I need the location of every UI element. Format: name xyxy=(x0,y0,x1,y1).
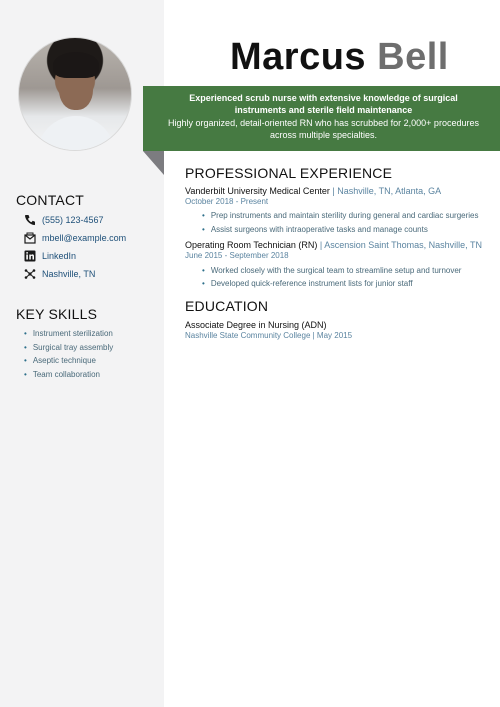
job-separator: | xyxy=(317,240,325,250)
candidate-name xyxy=(230,36,449,79)
skills-heading: KEY SKILLS xyxy=(16,306,98,322)
education-heading: EDUCATION xyxy=(185,298,269,314)
education-degree: Associate Degree in Nursing (ADN) xyxy=(185,320,327,330)
job-bullet: • Developed quick-reference instrument lists for junior staff xyxy=(202,279,413,288)
job-title: Operating Room Technician (RN) xyxy=(185,240,318,250)
banner-fold xyxy=(143,151,164,175)
job-employer: Vanderbilt University Medical Center xyxy=(185,186,330,196)
job-separator: | xyxy=(329,186,338,196)
email-text: mbell@example.com xyxy=(42,233,127,243)
contact-heading: CONTACT xyxy=(16,192,85,208)
contact-location xyxy=(24,268,95,280)
profile-photo xyxy=(18,37,132,151)
linkedin-text: LinkedIn xyxy=(42,251,77,261)
job-header xyxy=(185,186,441,196)
job-location: Ascension Saint Thomas, Nashville, TN xyxy=(324,240,482,250)
skill-item: • Instrument sterilization xyxy=(24,329,113,338)
location-text: Nashville, TN xyxy=(42,269,96,279)
phone-text: (555) 123-4567 xyxy=(42,215,104,225)
last-name: Bell xyxy=(377,36,449,78)
location-icon xyxy=(24,268,36,280)
contact-phone[interactable] xyxy=(24,214,104,226)
skill-item: • Aseptic technique xyxy=(24,356,96,365)
summary-banner xyxy=(143,86,500,151)
phone-icon xyxy=(24,214,36,226)
first-name: Marcus xyxy=(230,36,367,78)
job-dates: October 2018 - Present xyxy=(185,197,269,206)
contact-email[interactable] xyxy=(24,232,126,244)
education-school: Nashville State Community College | May 2015 xyxy=(185,331,353,340)
job-dates: June 2015 - September 2018 xyxy=(185,251,289,260)
summary-description: Highly organized, detail-oriented RN who has scrubbed for 2,000+ procedures across multiple specialties. xyxy=(168,118,479,140)
job-bullet: • Assist surgeons with intraoperative tasks and manage counts xyxy=(202,225,428,234)
job-bullet: • Worked closely with the surgical team to streamline setup and turnover xyxy=(202,266,461,275)
experience-heading: PROFESSIONAL EXPERIENCE xyxy=(185,165,393,181)
linkedin-icon xyxy=(24,250,36,262)
skill-item: • Surgical tray assembly xyxy=(24,343,113,352)
skill-item: • Team collaboration xyxy=(24,370,100,379)
contact-linkedin[interactable] xyxy=(24,250,76,262)
job-bullet: • Prep instruments and maintain sterility during general and cardiac surgeries xyxy=(202,211,479,220)
summary-lead: Experienced scrub nurse with extensive knowledge of surgical instruments and sterile field maintenance xyxy=(189,93,458,115)
job-header xyxy=(185,240,482,250)
email-icon xyxy=(24,232,36,244)
job-location: Nashville, TN, Atlanta, GA xyxy=(337,186,442,196)
